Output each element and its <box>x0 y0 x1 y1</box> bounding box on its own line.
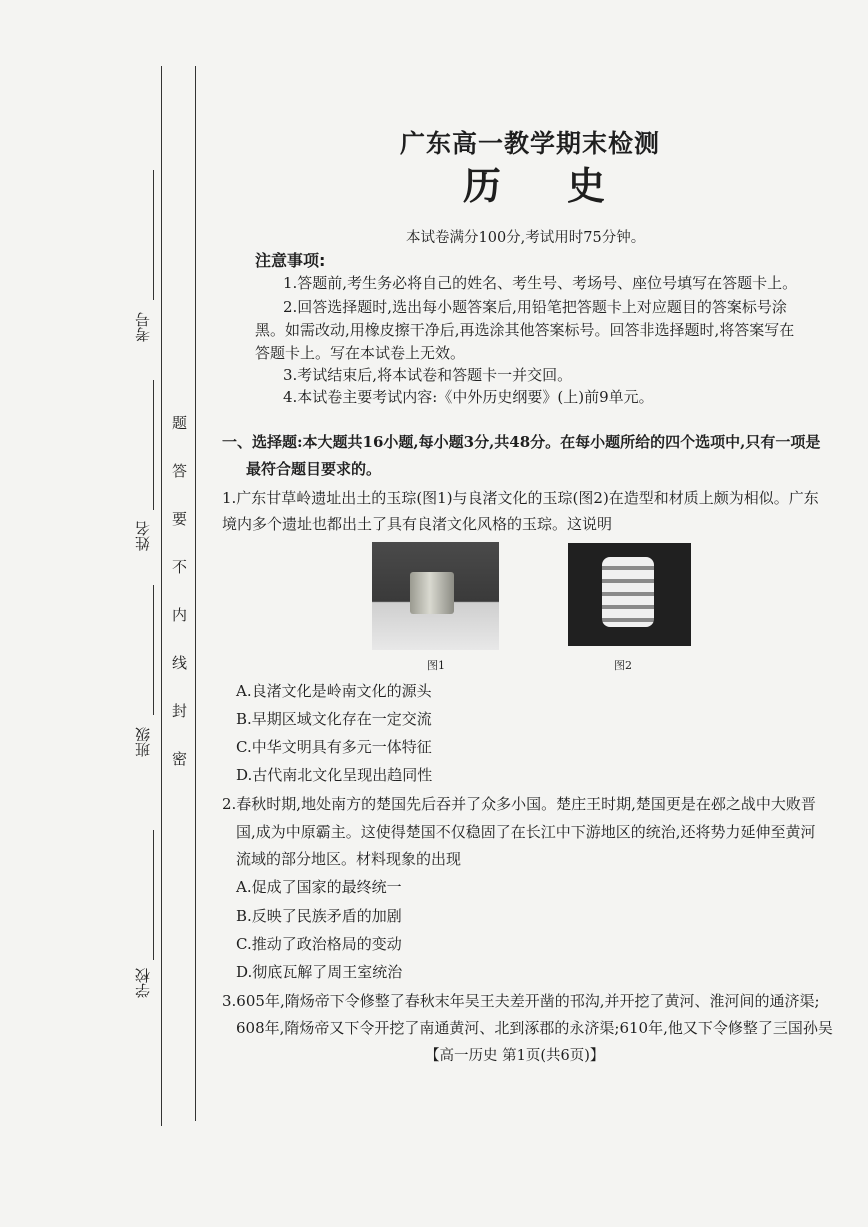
figure-2-jade-cong-image <box>568 543 691 646</box>
exam-number-label: 考号 <box>134 312 152 342</box>
seal-char: 题 <box>172 414 188 432</box>
q1-option-d: D.古代南北文化呈现出趋同性 <box>236 766 433 784</box>
question-1-text: 1.广东甘草岭遗址出土的玉琮(图1)与良渚文化的玉琮(图2)在造型和材质上颇为相似。广东 <box>222 489 819 507</box>
seal-char: 内 <box>172 606 188 624</box>
figure-1-caption: 图1 <box>427 659 445 672</box>
q2-option-b: B.反映了民族矛盾的加剧 <box>236 907 402 925</box>
binding-line-inner <box>195 66 196 1121</box>
exam-number-blank <box>153 170 154 300</box>
figure-1-jade-cong-image <box>372 542 499 650</box>
figure-2-caption: 图2 <box>614 659 632 672</box>
name-blank <box>153 380 154 510</box>
q1-option-b: B.早期区域文化存在一定交流 <box>236 710 432 728</box>
subject-title: 历史 <box>463 163 672 208</box>
page-footer: 【高一历史 第1页(共6页)】 <box>425 1048 605 1064</box>
school-label: 学校 <box>134 968 152 998</box>
q2-option-a: A.促成了国家的最终统一 <box>236 878 402 896</box>
notice-line: 2.回答选择题时,选出每小题答案后,用铅笔把答题卡上对应题目的答案标号涂 <box>283 298 787 316</box>
seal-char: 密 <box>172 750 188 768</box>
exam-title: 广东高一教学期末检测 <box>400 129 661 158</box>
seal-char: 要 <box>172 510 188 528</box>
notice-line: 3.考试结束后,将本试卷和答题卡一并交回。 <box>283 366 573 384</box>
seal-char: 封 <box>172 702 188 720</box>
notice-heading: 注意事项: <box>255 251 326 270</box>
seal-char: 线 <box>172 654 188 672</box>
notice-line: 4.本试卷主要考试内容:《中外历史纲要》(上)前9单元。 <box>283 388 654 406</box>
jade-cong-shape <box>602 557 654 627</box>
question-2-text-cont: 国,成为中原霸主。这使得楚国不仅稳固了在长江中下游地区的统治,还将势力延伸至黄河 <box>236 823 816 841</box>
school-blank <box>153 830 154 960</box>
q2-option-d: D.彻底瓦解了周王室统治 <box>236 963 403 981</box>
jade-cong-shape <box>410 572 454 614</box>
notice-line: 答题卡上。写在本试卷上无效。 <box>255 344 466 362</box>
question-3-text-cont: 608年,隋炀帝又下令开挖了南通黄河、北到涿郡的永济渠;610年,他又下令修整了三国孙吴 <box>236 1019 833 1037</box>
seal-char: 答 <box>172 462 188 480</box>
question-1-text-cont: 境内多个遗址也都出土了具有良渚文化风格的玉琮。这说明 <box>222 515 613 533</box>
seal-char: 不 <box>172 558 188 576</box>
question-2-text: 2.春秋时期,地处南方的楚国先后吞并了众多小国。楚庄王时期,楚国更是在邲之战中大败晋 <box>222 795 816 813</box>
q2-option-c: C.推动了政治格局的变动 <box>236 935 402 953</box>
q1-option-a: A.良渚文化是岭南文化的源头 <box>236 682 432 700</box>
name-label: 姓名 <box>134 521 152 551</box>
section-heading: 一、选择题:本大题共16小题,每小题3分,共48分。在每小题所给的四个选项中,只有一项是 <box>222 433 821 451</box>
notice-line: 1.答题前,考生务必将自己的姓名、考生号、考场号、座位号填写在答题卡上。 <box>283 274 798 292</box>
class-label: 班级 <box>134 727 152 757</box>
exam-meta: 本试卷满分100分,考试用时75分钟。 <box>406 230 646 246</box>
section-heading-cont: 最符合题目要求的。 <box>246 460 382 478</box>
question-3-text: 3.605年,隋炀帝下令修整了春秋末年吴王夫差开凿的邗沟,并开挖了黄河、淮河间的通济渠; <box>222 992 820 1010</box>
q1-option-c: C.中华文明具有多元一体特征 <box>236 738 432 756</box>
class-blank <box>153 585 154 715</box>
binding-line-outer <box>161 66 162 1126</box>
question-2-text-cont: 流域的部分地区。材料现象的出现 <box>236 850 462 868</box>
notice-line: 黑。如需改动,用橡皮擦干净后,再选涂其他答案标号。回答非选择题时,将答案写在 <box>255 321 795 339</box>
